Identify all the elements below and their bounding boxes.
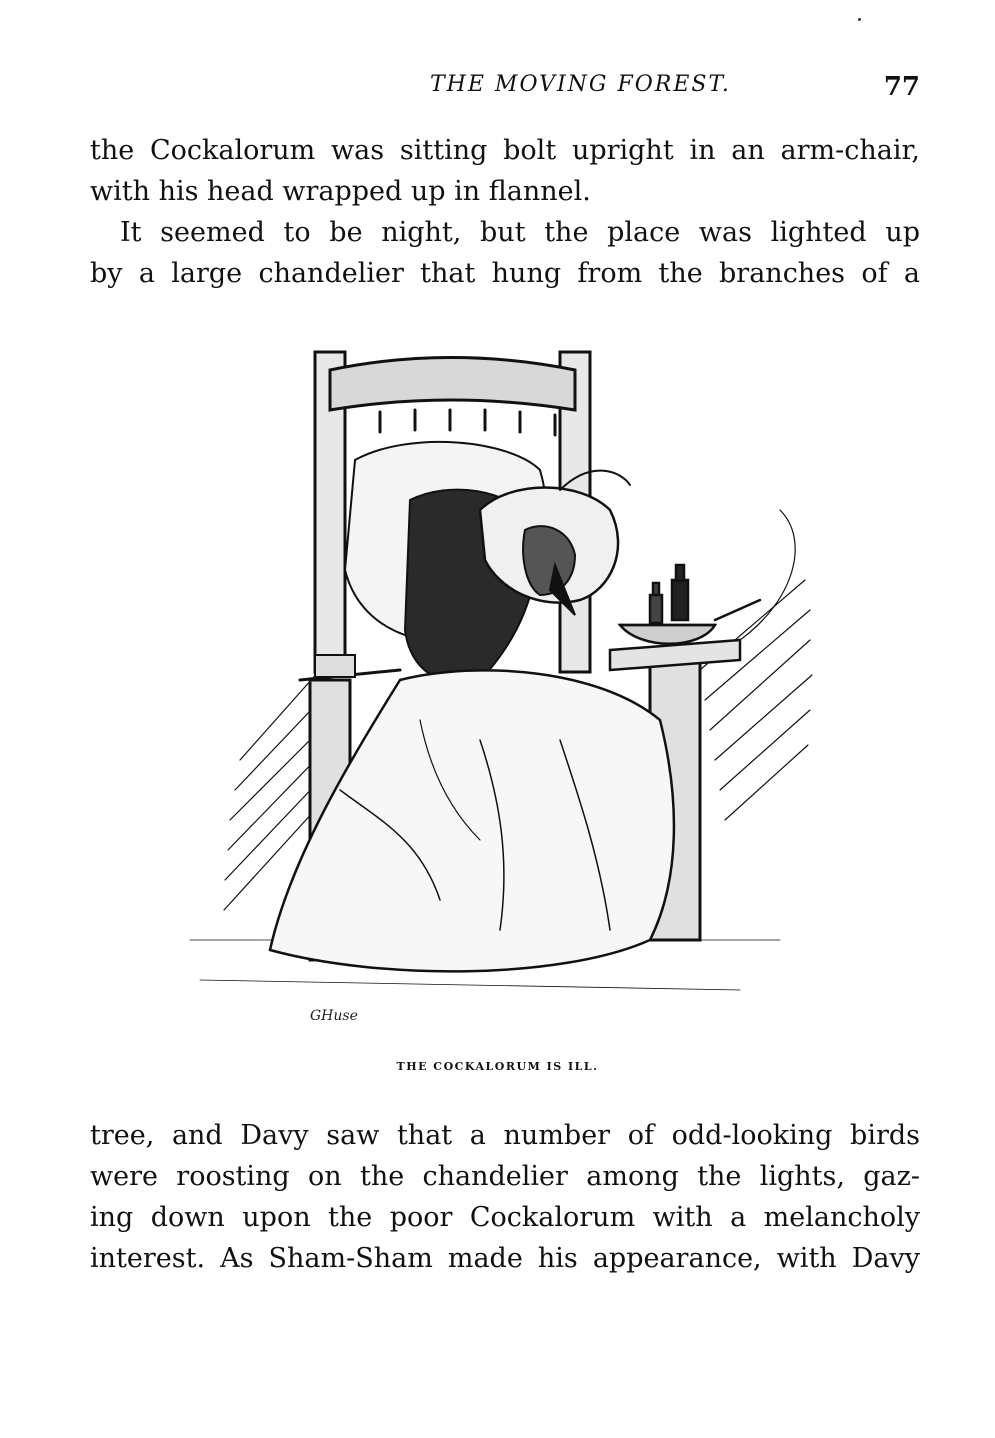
text-line: the Cockalorum was sitting bolt upright in an arm-chair, (90, 135, 920, 166)
text-line: tree, and Davy saw that a number of odd-looking birds (90, 1120, 920, 1151)
artist-signature: GHuse (310, 1008, 358, 1024)
text-line: with his head wrapped up in flannel. (90, 176, 591, 207)
text-line: by a large chandelier that hung from the branches of a (90, 258, 920, 289)
page-speck (858, 18, 861, 21)
text-line: It seemed to be night, but the place was lighted up (120, 217, 920, 248)
figure-caption: THE COCKALORUM IS ILL. (396, 1060, 599, 1073)
text-line: interest. As Sham-Sham made his appearance, with Davy (90, 1243, 920, 1274)
cup (315, 655, 355, 677)
text-line: ing down upon the poor Cockalorum with a melancholy (90, 1202, 920, 1233)
illustration-cockalorum (180, 340, 820, 1040)
side-table (610, 565, 760, 670)
page-header (90, 72, 920, 112)
paragraph-top (90, 130, 920, 294)
paragraph-bottom (90, 1115, 920, 1279)
text-line: were roosting on the chandelier among the lights, gaz- (90, 1161, 920, 1192)
running-head: THE MOVING FOREST. (430, 72, 731, 97)
page-number: 77 (883, 72, 920, 102)
